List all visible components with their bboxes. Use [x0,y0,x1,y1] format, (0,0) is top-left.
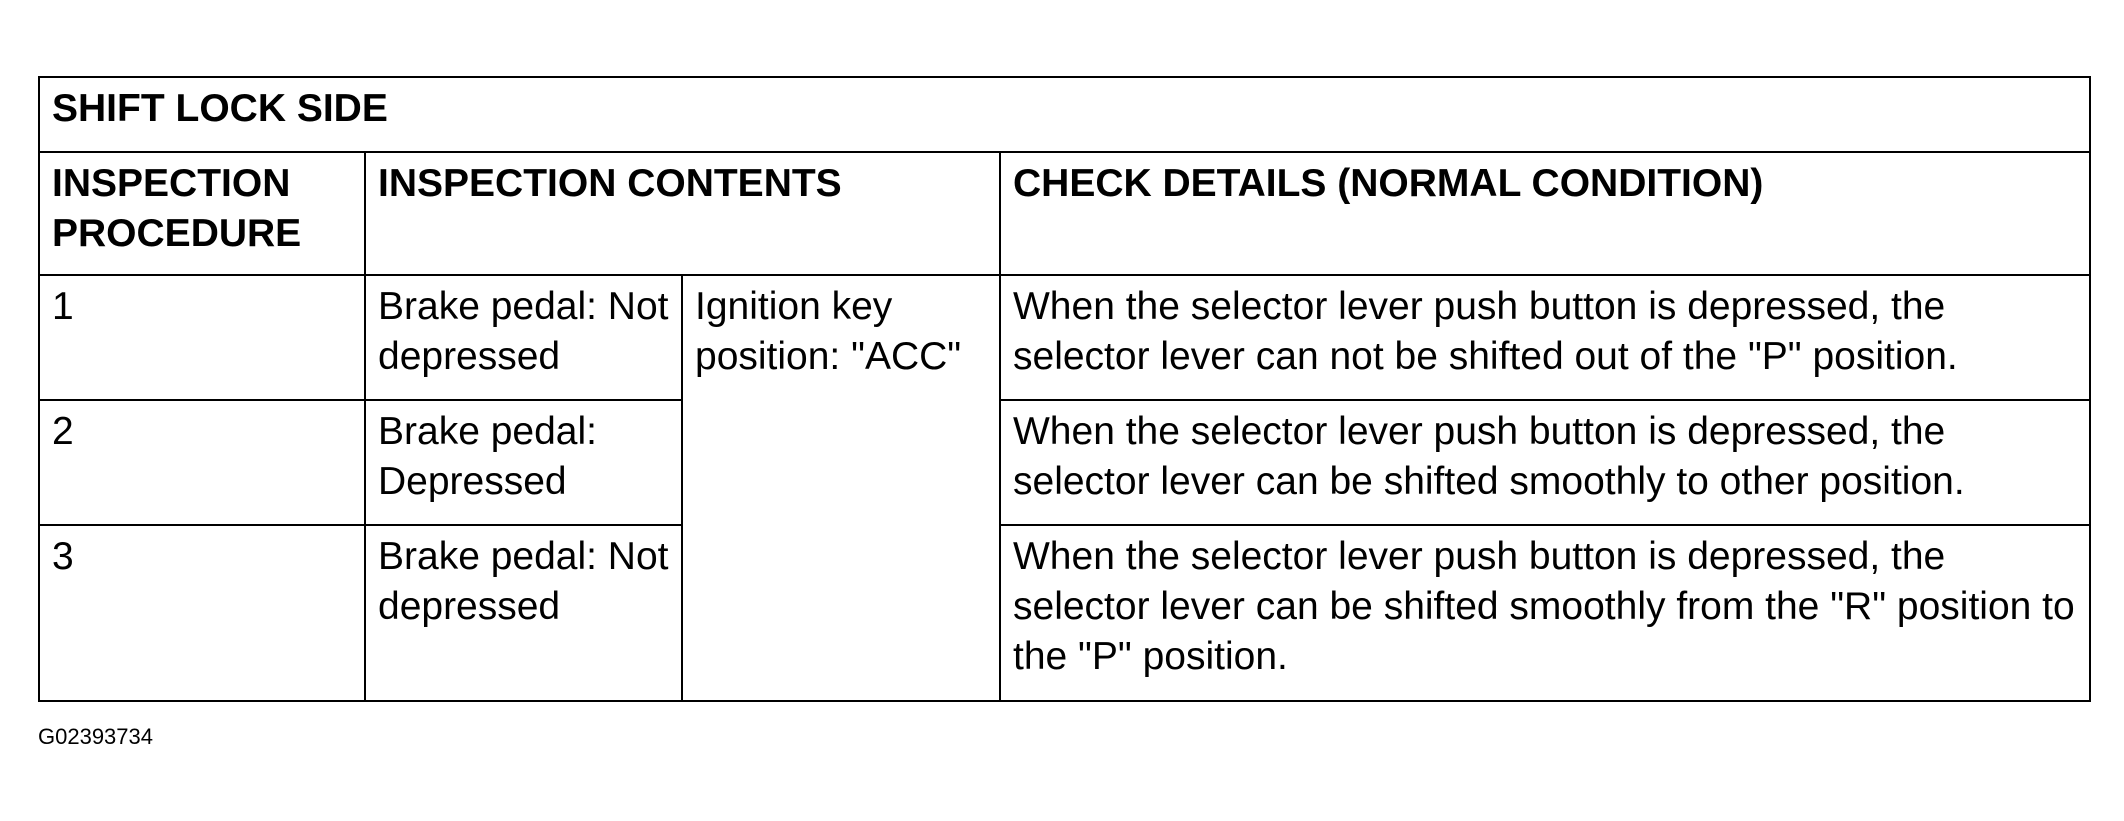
header-inspection-procedure: INSPECTION PROCEDURE [39,152,365,275]
header-check-details: CHECK DETAILS (NORMAL CONDITION) [1000,152,2090,275]
procedure-cell: 2 [39,400,365,525]
procedure-cell: 3 [39,525,365,701]
header-inspection-contents: INSPECTION CONTENTS [365,152,1000,275]
table-row [39,525,2090,701]
check-details-cell: When the selector lever push button is depressed, the selector lever can be shifted smoothly from the "R" position to the "P" position. [1000,525,2090,701]
brake-pedal-cell: Brake pedal: Not depressed [365,275,682,400]
brake-pedal-cell: Brake pedal: Not depressed [365,525,682,701]
brake-pedal-cell: Brake pedal: Depressed [365,400,682,525]
table-title: SHIFT LOCK SIDE [39,77,2090,152]
check-details-cell: When the selector lever push button is depressed, the selector lever can be shifted smoothly to other position. [1000,400,2090,525]
table-row [39,275,2090,400]
shift-lock-inspection-table [38,76,2091,702]
procedure-cell: 1 [39,275,365,400]
figure-id: G02393734 [38,724,153,749]
table-row [39,400,2090,525]
ignition-key-cell: Ignition key position: "ACC" [682,275,1000,701]
check-details-cell: When the selector lever push button is depressed, the selector lever can not be shifted out of the "P" position. [1000,275,2090,400]
